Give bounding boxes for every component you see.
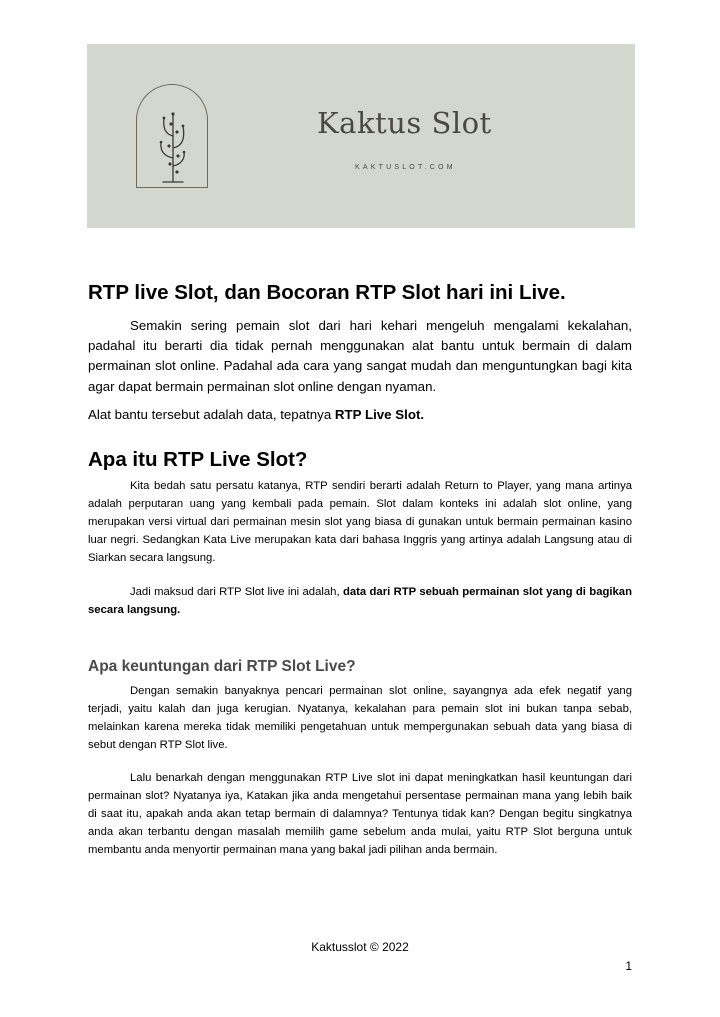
- brand-url: KAKTUSLOT.COM: [355, 164, 456, 171]
- section2-paragraph-1: Dengan semakin banyaknya pencari permainan slot online, sayangnya ada efek negatif yang terjadi, yaitu kalah dan juga kerugian. Nyatanya, kekalahan para pemain slot ini bukan tanpa sebab, melainkan karena mereka tidak memiliki pengetahuan untuk mempergunakan sebuah data yang biasa di sebut dengan RTP Slot live.: [88, 685, 632, 751]
- page-number: 1: [625, 959, 632, 973]
- tool-text: Alat bantu tersebut adalah data, tepatnya: [88, 407, 335, 422]
- tool-paragraph: [88, 405, 632, 425]
- section1-paragraph-1: Kita bedah satu persatu katanya, RTP sendiri berarti adalah Return to Player, yang mana artinya adalah perputaran uang yang kembali pada pemain. Slot dalam konteks ini adalah slot online, yang merupakan versi virtual dari permainan mesin slot yang biasa di gunakan untuk bermain permainan kasino luar negri. Sedangkan Kata Live merupakan kata dari bahasa Inggris yang artinya adalah Langsung atau di Siarkan secara langsung.: [88, 480, 632, 564]
- section2-heading: Apa keuntungan dari RTP Slot Live?: [88, 658, 356, 675]
- section1-p2-text: Jadi maksud dari RTP Slot live ini adalah,: [130, 586, 343, 598]
- banner-image: [87, 44, 635, 228]
- article-title: RTP live Slot, dan Bocoran RTP Slot hari ini Live.: [88, 281, 566, 304]
- cactus-icon: [149, 106, 197, 184]
- section2-paragraph-2: Lalu benarkah dengan menggunakan RTP Live slot ini dapat meningkatkan hasil keuntungan dari permainan slot? Nyatanya iya, Katakan jika anda mengetahui persentase permainan mana yang lebih baik di saat itu, apakah anda akan tetap bermain di dalamnya? Tentunya tidak kan? Dengan begitu singkatnya anda akan terbantu dengan masalah memilih game sebelum anda mulai, yaitu RTP Slot berguna untuk membantu anda menyortir permainan mana yang bakal jadi pilihan anda bermain.: [88, 772, 632, 856]
- footer-copyright: Kaktusslot © 2022: [311, 940, 409, 954]
- section1-heading: Apa itu RTP Live Slot?: [88, 448, 308, 471]
- section1-paragraph-2: [88, 583, 632, 619]
- section1-p2-bold: data dari RTP sebuah permainan slot yang di bagikan secara langsung.: [88, 586, 632, 616]
- intro-paragraph: Semakin sering pemain slot dari hari kehari mengeluh mengalami kekalahan, padahal itu berarti dia tidak pernah menggunakan alat bantu untuk bermain di dalam permainan slot online. Padahal ada cara yang sangat mudah dan menguntungkan bagi kita agar dapat bermain permainan slot online dengan nyaman.: [88, 318, 632, 394]
- tool-bold-text: RTP Live Slot.: [334, 407, 425, 422]
- brand-title: Kaktus Slot: [317, 106, 492, 140]
